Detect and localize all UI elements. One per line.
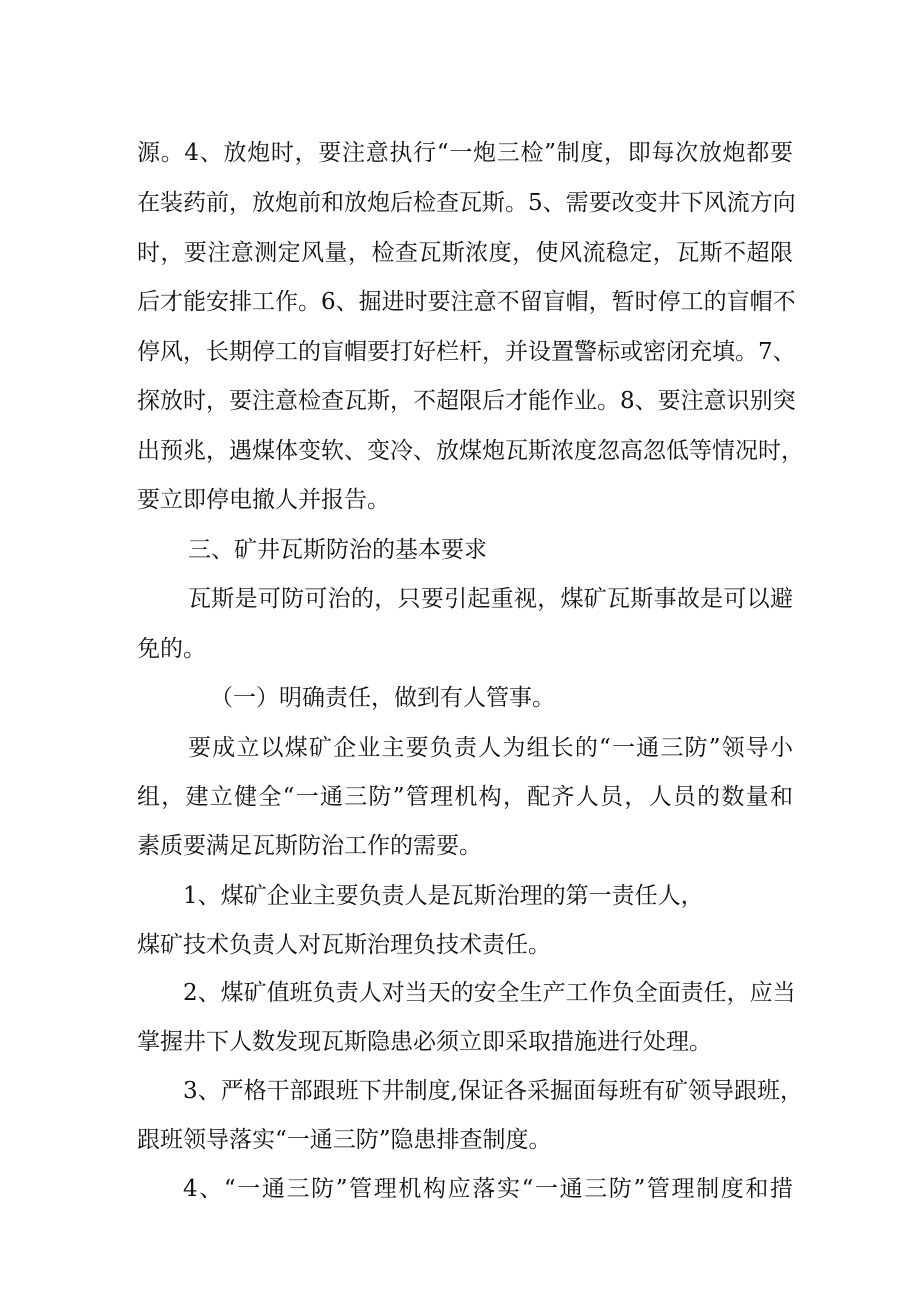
paragraph-line: 免的。 (137, 636, 206, 662)
paragraph-line: 后才能安排工作。6、掘进时要注意不留盲帽，暂时停工的盲帽不 (137, 289, 796, 315)
paragraph-line: 组，建立健全“一通三防”管理机构，配齐人员，人员的数量和 (137, 784, 793, 810)
paragraph-line: 瓦斯是可防可治的，只要引起重视，煤矿瓦斯事故是可以避 (188, 586, 793, 612)
paragraph-line: 探放时，要注意检查瓦斯，不超限后才能作业。8、要注意识别突 (137, 388, 796, 414)
paragraph-line: 素质要满足瓦斯防治工作的需要。 (137, 833, 482, 859)
paragraph-line: 停风，长期停工的盲帽要打好栏杆，并设置警标或密闭充填。7、 (137, 339, 796, 365)
list-item: 4、“一通三防”管理机构应落实“一通三防”管理制度和措 (183, 1176, 793, 1202)
section-heading: 三、矿井瓦斯防治的基本要求 (188, 537, 487, 563)
paragraph-line: 跟班领导落实“一通三防”隐患排查制度。 (137, 1127, 552, 1153)
subsection-heading: （一）明确责任，做到有人管事。 (210, 685, 555, 711)
paragraph-line: 要立即停电撤人并报告。 (137, 487, 390, 513)
list-item: 1、煤矿企业主要负责人是瓦斯治理的第一责任人， (183, 883, 704, 909)
paragraph-line: 出预兆，遇煤体变软、变冷、放煤炮瓦斯浓度忽高忽低等情况时， (137, 438, 804, 464)
paragraph-line: 在装药前，放炮前和放炮后检查瓦斯。5、需要改变井下风流方向 (137, 190, 796, 216)
paragraph-line: 煤矿技术负责人对瓦斯治理负技术责任。 (137, 932, 551, 958)
list-item: 2、煤矿值班负责人对当天的安全生产工作负全面责任，应当 (183, 980, 796, 1006)
paragraph-line: 掌握井下人数发现瓦斯隐患必须立即采取措施进行处理。 (137, 1029, 712, 1055)
list-item: 3、严格干部跟班下井制度,保证各采掘面每班有矿领导跟班， (183, 1078, 803, 1104)
paragraph-line: 源。4、放炮时，要注意执行“一炮三检”制度，即每次放炮都要 (137, 140, 793, 166)
paragraph-line: 要成立以煤矿企业主要负责人为组长的“一通三防”领导小 (188, 735, 793, 761)
paragraph-line: 时，要注意测定风量，检查瓦斯浓度，使风流稳定，瓦斯不超限 (137, 240, 793, 266)
